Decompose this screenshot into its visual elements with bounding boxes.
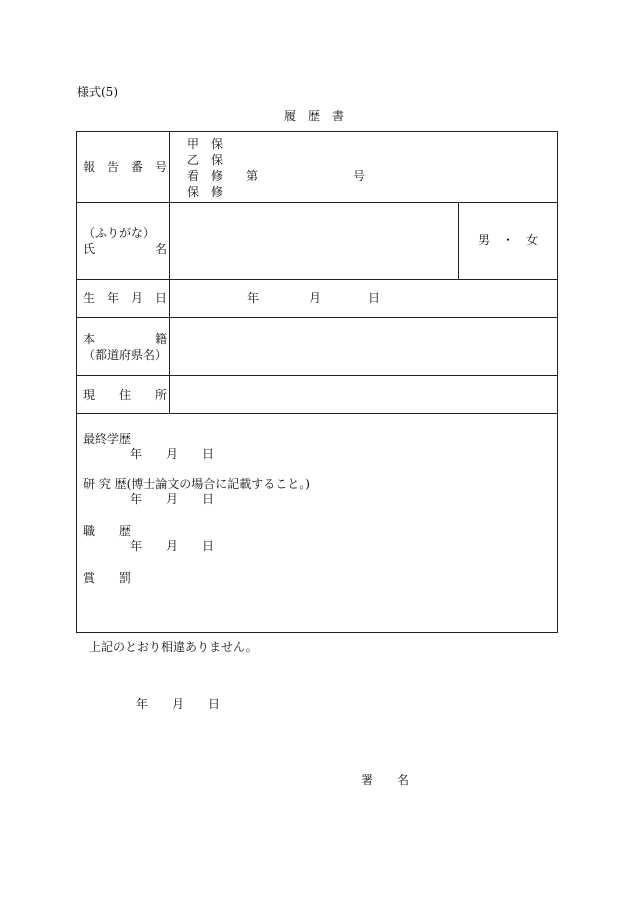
signature-label: 署 名 bbox=[361, 773, 410, 787]
education-label: 最終学歴 bbox=[83, 432, 132, 446]
type-hoshu: 保 修 bbox=[187, 185, 224, 199]
birth-label: 生 年 月 日 bbox=[83, 291, 168, 305]
research-label: 研 究 歴(博士論文の場合に記載すること。) bbox=[83, 477, 310, 491]
gender-field[interactable] bbox=[459, 203, 558, 280]
gender-options: 男 ・ 女 bbox=[478, 233, 539, 247]
birth-label-cell bbox=[77, 280, 170, 318]
resume-form-table bbox=[76, 131, 558, 633]
submission-date: 年 月 日 bbox=[136, 697, 221, 711]
row-name bbox=[77, 203, 558, 280]
number-dai: 第 bbox=[246, 169, 259, 183]
row-honseki bbox=[77, 318, 558, 376]
education-date: 年 月 日 bbox=[130, 447, 215, 461]
birth-field[interactable] bbox=[170, 280, 558, 318]
address-label: 現 住 所 bbox=[83, 388, 168, 402]
report-number-field[interactable] bbox=[170, 132, 558, 203]
birth-day: 日 bbox=[368, 291, 381, 305]
address-field[interactable] bbox=[170, 376, 558, 414]
history-field[interactable] bbox=[77, 414, 558, 633]
name-label-cell bbox=[77, 203, 170, 280]
form-number: 様式(5) bbox=[77, 85, 118, 99]
birth-month: 月 bbox=[309, 291, 322, 305]
report-number-label-cell bbox=[77, 132, 170, 203]
furigana-label: （ふりがな） bbox=[83, 226, 156, 240]
honseki-field[interactable] bbox=[170, 318, 558, 376]
type-otsuho: 乙 保 bbox=[187, 153, 224, 167]
row-birth bbox=[77, 280, 558, 318]
honseki-label: 本 籍 bbox=[83, 332, 168, 346]
document-title: 履 歴 書 bbox=[284, 109, 345, 123]
birth-year: 年 bbox=[247, 291, 260, 305]
address-label-cell bbox=[77, 376, 170, 414]
honseki-label-cell bbox=[77, 318, 170, 376]
name-label: 氏 名 bbox=[83, 242, 168, 256]
research-date: 年 月 日 bbox=[130, 492, 215, 506]
type-kanshu: 看 修 bbox=[187, 169, 224, 183]
number-go: 号 bbox=[353, 169, 366, 183]
report-number-label: 報 告 番 号 bbox=[83, 160, 168, 174]
row-report-number bbox=[77, 132, 558, 203]
work-label: 職 歴 bbox=[83, 524, 132, 538]
closing-statement: 上記のとおり相違ありません。 bbox=[89, 640, 258, 654]
awards-label: 賞 罰 bbox=[83, 571, 132, 585]
work-date: 年 月 日 bbox=[130, 539, 215, 553]
honseki-sublabel: （都道府県名） bbox=[83, 348, 168, 362]
name-field[interactable] bbox=[170, 203, 459, 280]
type-koho: 甲 保 bbox=[187, 137, 224, 151]
row-address bbox=[77, 376, 558, 414]
row-history bbox=[77, 414, 558, 633]
